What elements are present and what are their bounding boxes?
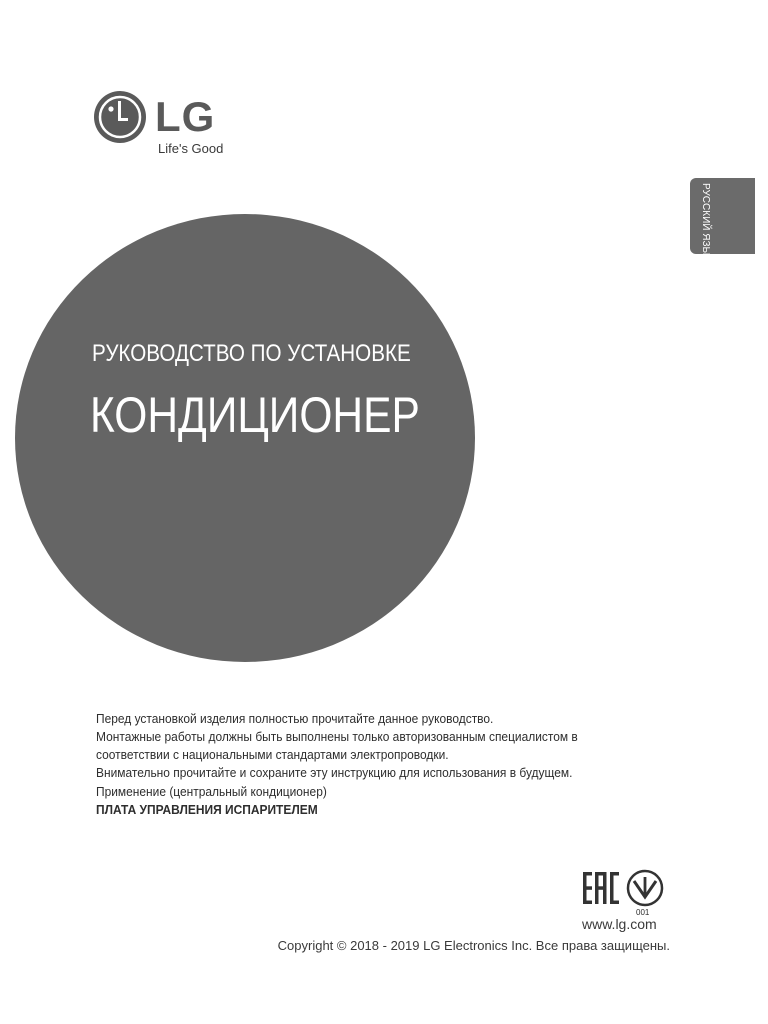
- product-name: ПЛАТА УПРАВЛЕНИЯ ИСПАРИТЕЛЕМ: [96, 802, 318, 817]
- application-label: Применение (центральный кондиционер): [96, 784, 327, 799]
- brand-tagline: Life's Good: [158, 141, 224, 156]
- language-tab: [690, 178, 755, 262]
- intro-line: Внимательно прочитайте и сохраните эту инструкцию для использования в будущем.: [96, 765, 573, 780]
- certification-code: 001: [636, 908, 650, 917]
- website-link: www.lg.com: [582, 916, 657, 932]
- lg-logo: [93, 90, 243, 160]
- lg-face-logo-icon: [93, 90, 147, 144]
- language-tab-label: РУССКИЙ ЯЗЫК: [700, 183, 711, 262]
- brand-name: LG: [155, 93, 216, 140]
- intro-line: Перед установкой изделия полностью прочитайте данное руководство.: [96, 711, 494, 726]
- eac-mark-icon: [582, 870, 620, 906]
- manual-subtitle: РУКОВОДСТВО ПО УСТАНОВКЕ: [92, 340, 411, 367]
- copyright-notice: Copyright © 2018 - 2019 LG Electronics Inc. Все права защищены.: [277, 938, 670, 953]
- intro-text: [96, 710, 636, 782]
- manual-title: КОНДИЦИОНЕР: [90, 387, 420, 443]
- intro-line: Монтажные работы должны быть выполнены только авторизованным специалистом в: [96, 729, 578, 744]
- intro-line: соответствии с национальными стандартами электропроводки.: [96, 747, 449, 762]
- certification-mark-icon: [625, 869, 665, 909]
